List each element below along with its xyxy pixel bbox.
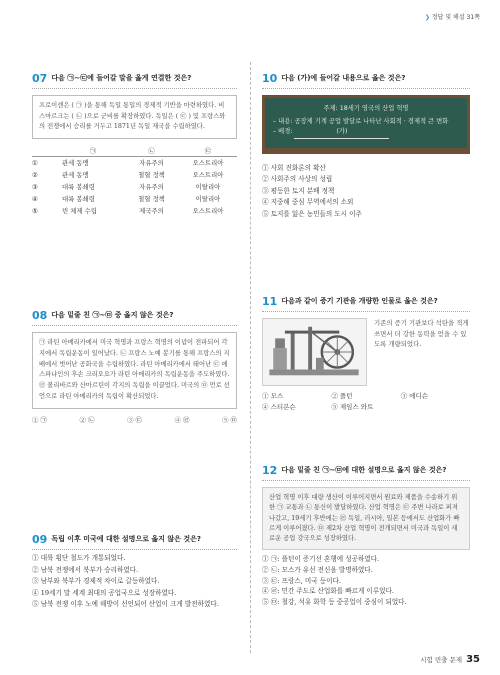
table-row[interactable]: [32, 169, 237, 181]
question-10: [262, 74, 470, 220]
option-2[interactable]: ② ㉡: 모스가 유선 전신을 발명하였다.: [262, 566, 373, 575]
cell: 이탈리아: [195, 195, 221, 203]
question-09: [32, 535, 237, 611]
footer-label: 시험 빈출 문제: [420, 656, 463, 664]
board-title: 주제: 18세기 영국의 산업 혁명: [323, 105, 409, 112]
header-label: 정답 및 해설 31쪽: [431, 14, 480, 21]
chevron-right-icon: ❯: [424, 14, 430, 21]
board-blank: (가): [294, 127, 389, 139]
divider: [32, 88, 237, 89]
chalk-ledge: [262, 150, 470, 154]
board-line: [273, 127, 459, 139]
option-5[interactable]: ⑤ 제임스 와트: [331, 403, 374, 411]
option-3[interactable]: ③ ㉢: 프랑스, 미국 등이다.: [262, 576, 341, 585]
board-label: – 배경:: [273, 128, 293, 135]
cell: 오스트리아: [192, 207, 224, 215]
question-prompt: 다음 (가)에 들어갈 내용으로 옳은 것은?: [281, 74, 406, 82]
question-prompt: 독립 이후 미국에 대한 설명으로 옳지 않은 것은?: [51, 535, 201, 543]
option-5[interactable]: ⑤ 남북 전쟁 이후 노예 해방이 선언되어 산업이 크게 발전하였다.: [32, 600, 219, 608]
cell: 대륙 봉쇄령: [62, 195, 95, 203]
table-row[interactable]: [32, 205, 237, 217]
chalkboard: [262, 95, 470, 151]
question-prompt: 다음 밑줄 친 ㉠~㉤에 대한 설명으로 옳지 않은 것은?: [281, 466, 447, 474]
choice-4[interactable]: ④ ㉣: [174, 415, 190, 424]
choices-row: [32, 415, 237, 424]
option-5[interactable]: ⑤ ㉤: 철강, 석유 화학 등 중공업이 중심이 되었다.: [262, 597, 407, 606]
question-11: [262, 297, 470, 413]
cell: 관세 동맹: [62, 159, 89, 167]
question-number: 12: [262, 464, 278, 477]
divider: [262, 311, 470, 312]
question-prompt: 다음과 같이 증기 기관을 개량한 인물로 옳은 것은?: [281, 297, 438, 305]
divider: [262, 480, 470, 481]
cell: 이탈리아: [195, 183, 221, 191]
cell: 오스트리아: [192, 171, 224, 179]
question-text: 기존의 증기 기관보다 석탄을 적게 쓰면서 더 강한 동력을 얻을 수 있도록 개량되었다.: [374, 319, 469, 348]
option-number: ⑤: [32, 206, 38, 215]
column-divider: [250, 62, 251, 653]
cell: 제국주의: [139, 207, 164, 215]
option-1[interactable]: ① 모스: [262, 392, 284, 400]
divider: [32, 325, 237, 326]
option-number: ④: [32, 194, 38, 203]
board-line: – 내용: 공장제 기계 공업 발달로 나타난 사회적 · 경제적 큰 변화: [273, 117, 449, 125]
cell: 철혈 정책: [138, 195, 165, 203]
divider: [262, 88, 470, 89]
cell: 자유주의: [139, 183, 164, 191]
option-number: ③: [32, 182, 38, 191]
option-list: [32, 553, 237, 611]
passage-box: 프로이센은 ( ㉠ )을 통해 독일 통일의 경제적 기반을 마련하였다. 비스마르크는 ( ㉡ )으로 군비를 확장하였다. 독일은 ( ㉢ ) 및 프랑스와의 전쟁에서 승리를 거두고 1871년 독일 제국을 수립하였다.: [32, 95, 237, 139]
question-body: [262, 318, 470, 386]
question-08: [32, 311, 237, 424]
steam-engine-illustration: [262, 318, 367, 386]
option-3[interactable]: ③ 평등한 토지 분배 정책: [262, 186, 335, 195]
page-footer: [420, 654, 480, 665]
choice-3[interactable]: ③ ㉢: [127, 415, 142, 424]
option-3[interactable]: ③ 에디슨: [400, 392, 429, 400]
answer-table: [32, 145, 237, 217]
option-1[interactable]: ① ㉠: 플턴이 증기선 혼행에 성공하였다.: [262, 555, 380, 564]
option-3[interactable]: ③ 남부와 북부가 경제적 차이로 갈등하였다.: [32, 577, 160, 585]
option-4[interactable]: ④ ㉣: 민간 주도로 산업화를 빠르게 이루었다.: [262, 587, 394, 596]
column-header: ㉢: [204, 146, 212, 155]
question-number: 08: [32, 309, 48, 322]
option-grid: [262, 391, 470, 413]
table-row[interactable]: [32, 193, 237, 205]
passage-box: 산업 혁명 이후 대량 생산이 이루어지면서 원료와 제품을 수송하기 위한 ㉠ 교통과 ㉡ 통신이 발달하였다. 산업 혁명은 ㉢ 주변 나라로 퍼져 나갔고, 19세기 후반에는 ㉣ 독일, 러시아, 일본 등에서도 산업화가 빠르게 이루어졌다. ㉤ 제2차 산업 혁명이 전개되면서 미국과 독일이 새로운 공업 강국으로 성장하였다.: [262, 487, 470, 550]
divider: [32, 549, 237, 550]
option-2[interactable]: ② 플턴: [331, 392, 353, 400]
question-number: 11: [262, 295, 278, 308]
page-header: [425, 12, 480, 21]
question-07: [32, 74, 237, 217]
column-header: ㉠: [89, 146, 97, 155]
option-1[interactable]: ① 대륙 횡단 철도가 개통되었다.: [32, 554, 126, 562]
option-5[interactable]: ⑤ 토지를 잃은 농민들의 도시 이주: [262, 209, 362, 218]
cell: 철혈 정책: [138, 171, 165, 179]
option-number: ②: [32, 170, 38, 179]
cell: 자유주의: [139, 159, 164, 167]
option-1[interactable]: ① 사회 진화론의 확산: [262, 163, 326, 172]
option-2[interactable]: ② 사회주의 사상의 성립: [262, 175, 333, 183]
option-4[interactable]: ④ 19세기 말 세계 최대의 공업국으로 성장하였다.: [32, 588, 177, 597]
cell: 대륙 봉쇄령: [62, 183, 95, 191]
choice-2[interactable]: ② ㉡: [79, 415, 95, 424]
cell: 빈 체제 수립: [62, 207, 97, 215]
cell: 오스트리아: [192, 159, 224, 167]
question-number: 10: [262, 72, 278, 85]
choice-1[interactable]: ① ㉠: [32, 415, 47, 424]
option-2[interactable]: ② 남북 전쟁에서 북부가 승리하였다.: [32, 565, 139, 574]
question-number: 07: [32, 72, 48, 85]
passage-box: ㉠ 라틴 아메리카에서 미국 혁명과 프랑스 혁명의 이념이 전파되어 각지에서 독립운동이 일어났다. ㉡ 프랑스 노예 봉기를 통해 프랑스의 지배에서 벗어난 공화국을 수립하였다. 라틴 아메리카에서 태어난 ㉢ 에스파냐인의 후손 크리오요가 라틴 아메리카의 독립운동을 주도하였다. ㉣ 볼리바르와 산마르틴이 각지의 독립을 이끌었다. 미국의 ㉤ 먼로 선언으로 라틴 아메리카의 독립이 확산되었다.: [32, 332, 237, 409]
option-number: ①: [32, 158, 38, 167]
table-row[interactable]: [32, 156, 237, 169]
cell: 관세 동맹: [62, 171, 89, 179]
question-12: [262, 466, 470, 607]
table-row[interactable]: [32, 181, 237, 193]
question-number: 09: [32, 533, 48, 546]
option-4[interactable]: ④ 스티븐슨: [262, 403, 296, 411]
option-4[interactable]: ④ 지중해 중심 무역에서의 소외: [262, 198, 354, 206]
question-prompt: 다음 밑줄 친 ㉠~㉤ 중 옳지 않은 것은?: [51, 311, 174, 319]
question-prompt: 다음 ㉠~㉢에 들어갈 말을 옳게 연결한 것은?: [51, 74, 192, 82]
option-list: [262, 163, 470, 221]
option-list: [262, 554, 470, 607]
page-number: 35: [466, 654, 480, 665]
column-header: ㉡: [148, 146, 155, 155]
choice-5[interactable]: ⑤ ㉤: [222, 415, 237, 424]
